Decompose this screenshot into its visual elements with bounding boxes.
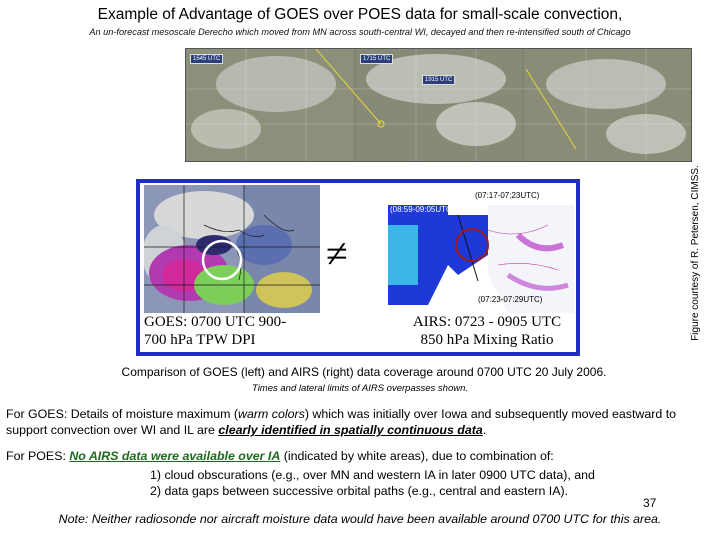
goes-text-part2: ) which was initially over Iowa and subsequently moved eastward to support convection over WI and IL are [6,407,677,437]
airs-caption-line2: 850 hPa Mixing Ratio [420,332,554,348]
utc-label-2: 1715 UTC [360,54,393,64]
goes-caption [144,313,314,349]
goes-moisture-map [144,185,320,313]
airs-time-label-top1: (07:17-07:23UTC) [475,191,540,200]
airs-time-label-top2: (08:59-09:05UTC) [390,205,455,214]
slide-title: Example of Advantage of GOES over POES data for small-scale convection, [97,6,623,23]
footnote: Note: Neither radiosonde nor aircraft moisture data would have been available around 0700 UTC for this area. [58,512,662,526]
page-number: 37 [643,496,657,510]
not-equal-symbol: ≠ [326,231,348,276]
airs-time-label-bottom: (07:23-07:29UTC) [478,295,543,304]
poes-list-item-2: 2) data gaps between successive orbital paths (e.g., central and eastern IA). [150,484,569,498]
satellite-image-strip [185,48,692,162]
airs-caption [396,313,578,349]
figure-credit-wrapper [690,142,704,364]
poes-list-item-1: 1) cloud obscurations (e.g., over MN and western IA in later 0900 UTC data), and [150,468,595,482]
slide-subtitle: An un-forecast mesoscale Derecho which moved from MN across south-central WI, decayed and then re-intensified south of Chicago [89,27,631,37]
airs-caption-line1: AIRS: 0723 - 0905 UTC [412,314,562,330]
goes-text-italic: warm colors [238,407,305,421]
poes-paragraph [6,448,714,464]
comparison-caption: Comparison of GOES (left) and AIRS (right) data coverage around 0700 UTC 20 July 2006. [121,365,607,379]
utc-label-3: 1915 UTC [422,75,455,85]
poes-text-part1: For POES: [6,449,70,463]
utc-label-1: 1545 UTC [190,54,223,64]
goes-caption-line2: 700 hPa TPW DPI [144,332,256,348]
poes-text-part2: (indicated by white areas), due to combination of: [280,449,554,463]
goes-paragraph [6,406,714,438]
figure-credit: Figure courtesy of R. Petersen, CIMSS. [690,165,701,341]
goes-text-part3: . [482,423,487,437]
goes-caption-line1: GOES: 0700 UTC 900- [144,314,287,330]
goes-text-part1: For GOES: Details of moisture maximum ( [6,407,239,421]
satellite-imagery [186,49,691,161]
goes-text-emphasis: clearly identified in spatially continuous data [218,423,483,437]
poes-text-emphasis: No AIRS data were available over IA [69,449,281,463]
comparison-subcaption: Times and lateral limits of AIRS overpasses shown. [251,383,469,394]
